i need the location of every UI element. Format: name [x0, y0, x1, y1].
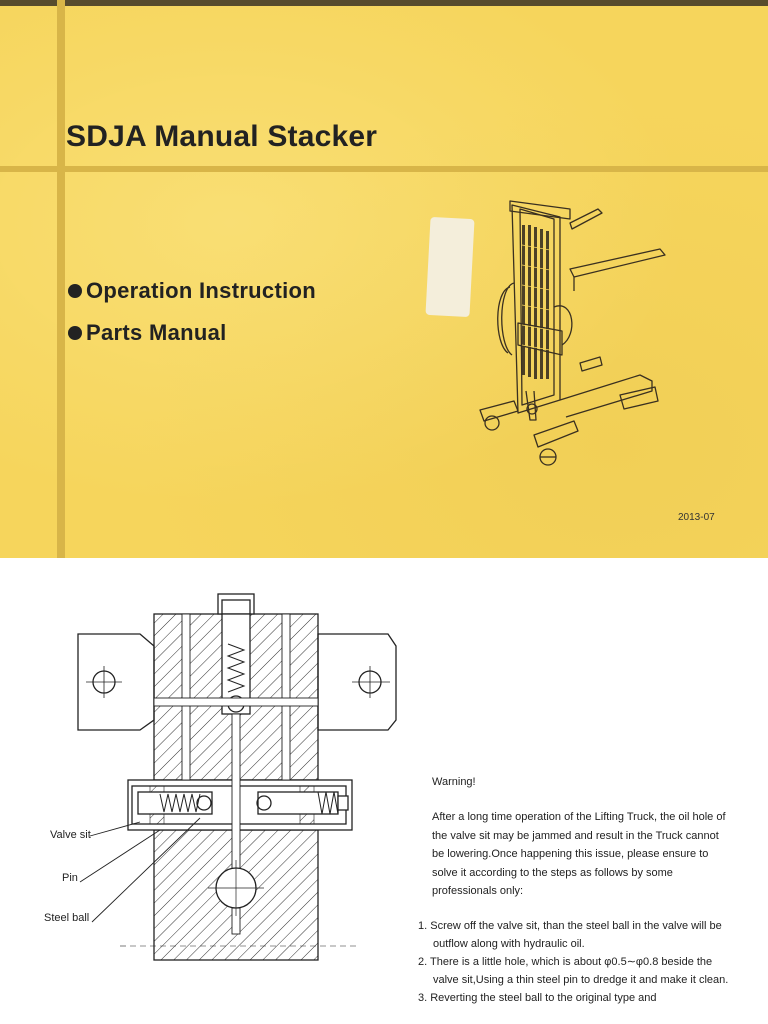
cover-horizontal-rule: [0, 166, 768, 172]
warning-step: 2. There is a little hole, which is about φ0.5∼φ0.8 beside the valve sit,Using a thin steel pin to dredge it and make it clean.: [418, 956, 729, 986]
cover-vertical-rule: [57, 0, 65, 558]
cover-date: 2013-07: [678, 512, 715, 523]
cover-bullet-operation: [68, 278, 316, 304]
bullet-dot-icon: [68, 326, 82, 340]
bullet-dot-icon: [68, 284, 82, 298]
warning-body: After a long time operation of the Lifting Truck, the oil hole of the valve sit may be jammed and result in the Truck cannot be lowering.Once happening this issue, please ensure to solve it according to the steps as follows by some professionals only:: [432, 811, 726, 897]
warning-step: 1. Screw off the valve sit, than the steel ball in the valve will be outflow along with hydraulic oil.: [418, 920, 722, 950]
stacker-illustration: [470, 195, 670, 475]
cover-bullet-parts: [68, 320, 227, 346]
cover-top-edge: [0, 0, 768, 6]
tape-patch: [425, 217, 474, 317]
warning-title: Warning!: [432, 776, 476, 788]
label-steel-ball: Steel ball: [44, 912, 90, 924]
cover-bullet-label: Operation Instruction: [86, 278, 316, 303]
cover-bullet-label: Parts Manual: [86, 320, 227, 345]
valve-block-drawing: [0, 586, 430, 966]
warning-step: 3. Reverting the steel ball to the original type and: [418, 992, 657, 1004]
label-valve-sit: Valve sit: [50, 829, 91, 841]
label-pin: Pin: [62, 872, 78, 884]
warning-steps: [418, 918, 736, 1009]
cover-title: SDJA Manual Stacker: [66, 120, 378, 153]
